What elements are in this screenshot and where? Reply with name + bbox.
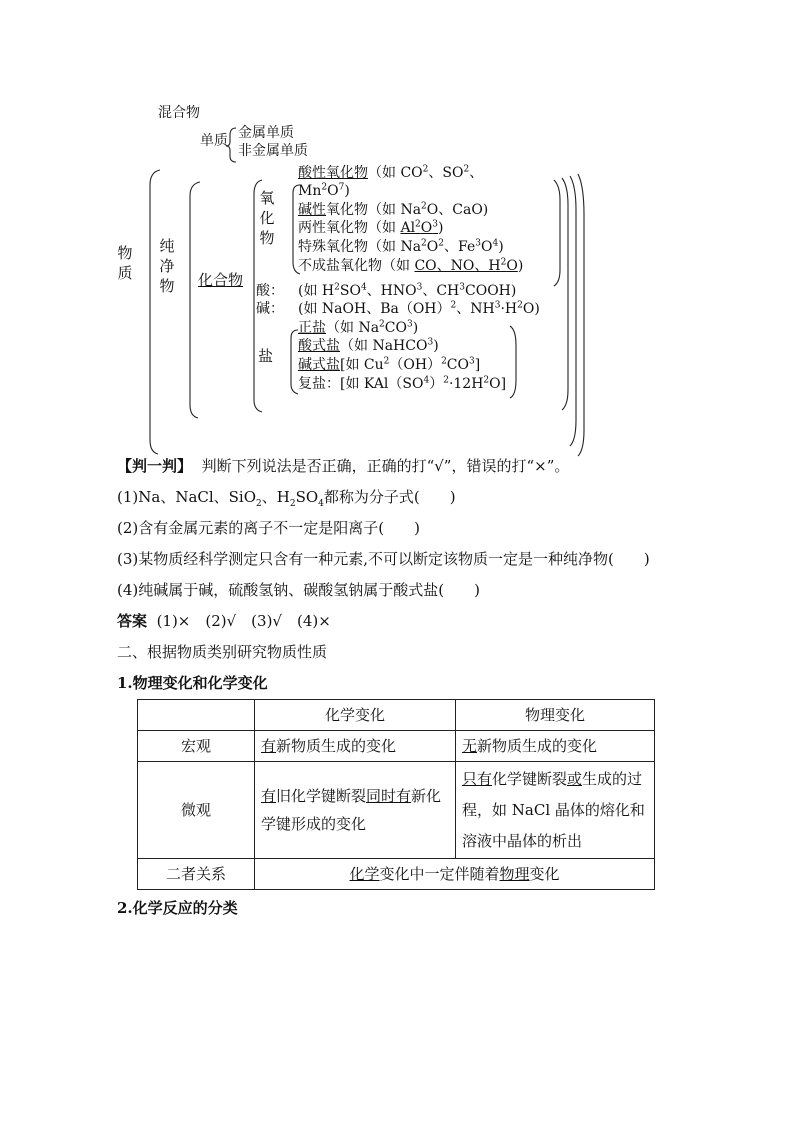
row-macro-chem: 有新物质生成的变化 xyxy=(255,731,456,762)
table-corner-cell xyxy=(138,700,255,731)
amphoteric-oxide-line: 两性氧化物（如 $Al^2O^3$) xyxy=(298,219,444,236)
table-row xyxy=(138,859,655,890)
acid-salt-line: 酸式盐（如 NaHCO$^3$) xyxy=(298,337,439,354)
normal-salt-line: 正盐（如 $Na^2CO^3$) xyxy=(298,319,419,336)
section2-subheading-2: 2.化学反应的分类 xyxy=(117,899,238,917)
row-macro-phys: 无新物质生成的变化 xyxy=(456,731,655,762)
row-micro-phys: 只有化学键断裂或生成的过程，如 NaCl 晶体的熔化和溶液中晶体的析出 xyxy=(456,762,655,859)
basic-salt-line: 碱式盐[如 $Cu^2(OH)^2CO^3$] xyxy=(298,356,481,373)
row-relation-label: 二者关系 xyxy=(138,859,255,890)
table-row xyxy=(138,762,655,859)
basic-oxide-line: 碱性氧化物（如 Na$^2$O、CaO) xyxy=(298,201,489,218)
nonsalt-oxide-line: 不成盐氧化物（如 CO、NO、$H^2O$) xyxy=(298,257,524,274)
judge-q2: (2)含有金属元素的离子不一定是阳离子( ) xyxy=(117,519,420,537)
row-relation-value: 化学变化中一定伴随着物理变化 xyxy=(255,859,655,890)
tree-nonmetal-element: 非金属单质 xyxy=(238,143,308,159)
base-line: (如 NaOH、Ba（OH）$^2$、$NH^3\cdot H^2O$) xyxy=(298,300,540,317)
double-salt-line: 复盐：[如 $KAl(SO^4)^2\cdot 12H^2O$] xyxy=(298,375,507,392)
tree-substance: 物质 xyxy=(117,244,133,282)
acid-line: (如 $H^2SO^4$、HNO$^3$、$CH^3COOH$) xyxy=(298,282,517,299)
tree-mixture: 混合物 xyxy=(158,105,200,121)
acidic-oxide-line2: $Mn^2O^7$) xyxy=(298,182,350,199)
change-comparison-table xyxy=(137,699,655,890)
row-micro-label: 微观 xyxy=(138,762,255,859)
tree-oxide-label: 氧化物 xyxy=(259,189,275,247)
table-header-chem: 化学变化 xyxy=(255,700,456,731)
judge-answer: 答案 (1)× (2)√ (3)√ (4)× xyxy=(117,612,331,630)
table-row xyxy=(138,731,655,762)
judge-q4: (4)纯碱属于碱，硫酸氢钠、碳酸氢钠属于酸式盐( ) xyxy=(117,581,480,599)
row-macro-label: 宏观 xyxy=(138,731,255,762)
table-header-row xyxy=(138,700,655,731)
tree-compound: 化合物 xyxy=(198,271,244,289)
section2-title: 二、根据物质类别研究物质性质 xyxy=(117,643,328,661)
judge-q3: (3)某物质经科学测定只含有一种元素,不可以断定该物质一定是一种纯净物( ) xyxy=(117,550,650,568)
tree-element: 单质 xyxy=(200,133,228,149)
row-micro-chem: 有旧化学键断裂同时有新化学键形成的变化 xyxy=(255,762,456,859)
acid-label: 酸： xyxy=(256,283,284,299)
table-header-phys: 物理变化 xyxy=(456,700,655,731)
tree-pure: 纯净物 xyxy=(159,237,175,295)
judge-heading: 【判一判】 判断下列说法是否正确，正确的打“√”，错误的打“×”。 xyxy=(117,457,570,475)
tree-metal-element: 金属单质 xyxy=(238,125,294,141)
section2-subheading-1: 1.物理变化和化学变化 xyxy=(117,674,268,692)
salt-label: 盐 xyxy=(258,347,274,365)
special-oxide-line: 特殊氧化物（如 $Na^2O^2$、$Fe^3O^4$) xyxy=(298,238,504,255)
base-label: 碱： xyxy=(256,301,284,317)
acidic-oxide-line: 酸性氧化物（如 $CO^2$、$SO^2$、 xyxy=(298,164,484,181)
judge-q1: (1)Na、NaCl、SiO$_2$、$H_2SO_4$都称为分子式( ) xyxy=(117,488,456,509)
